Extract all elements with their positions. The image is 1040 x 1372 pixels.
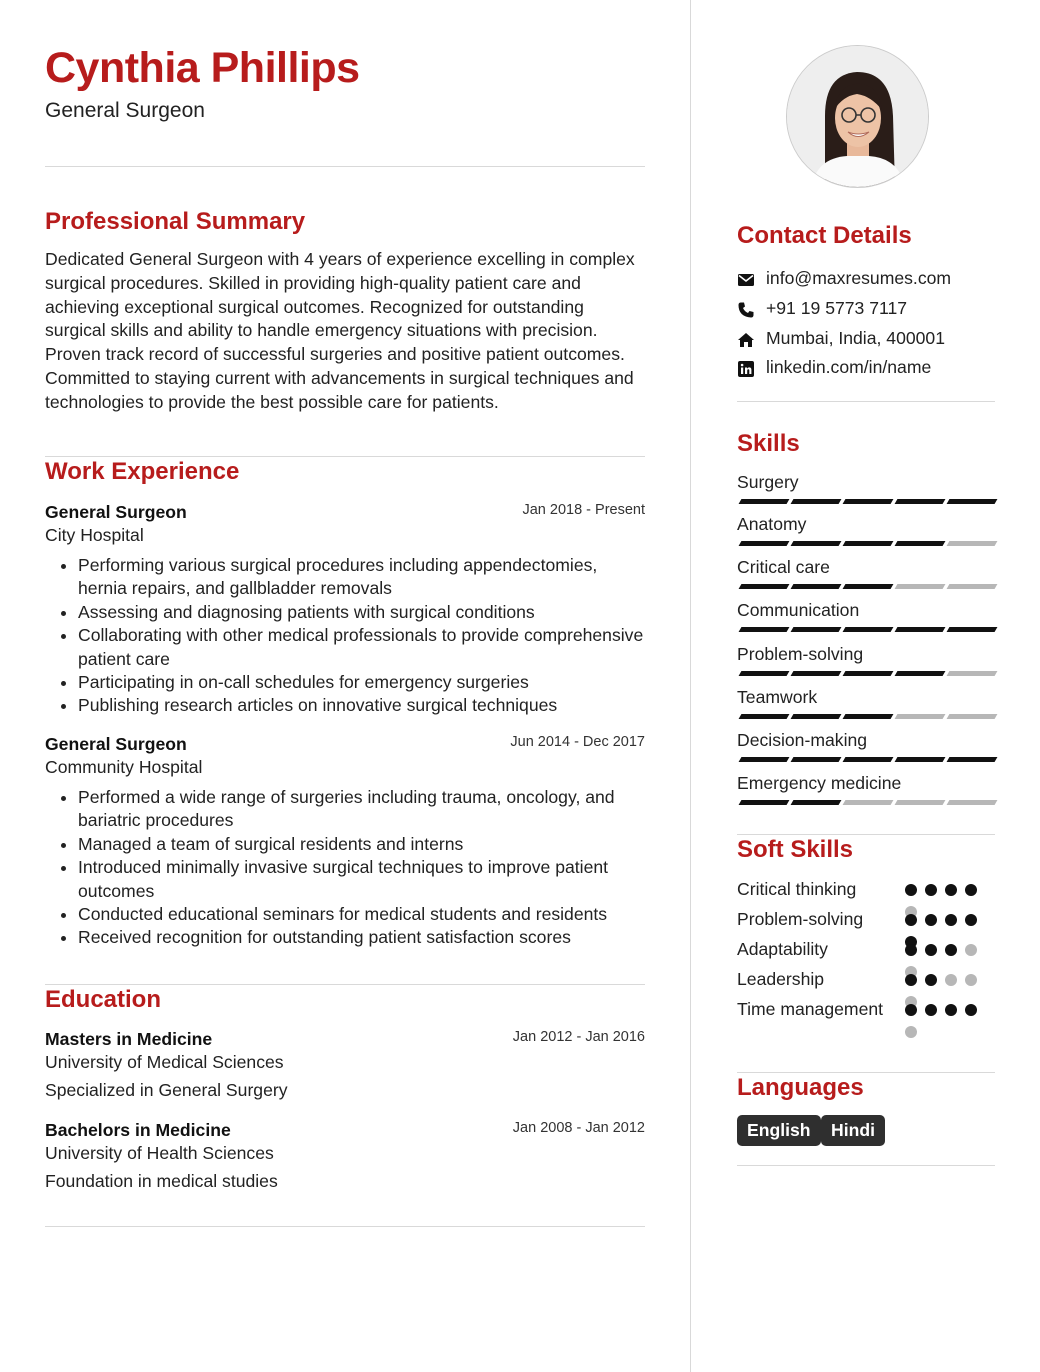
job-bullets	[45, 786, 645, 950]
skill-row	[737, 472, 995, 493]
skill-segment-filled	[739, 757, 790, 762]
skill-segment-empty	[947, 541, 998, 546]
skill-segment-filled	[739, 627, 790, 632]
skill-segment-filled	[843, 671, 894, 676]
divider	[737, 834, 995, 835]
job-bullet: • Collaborating with other medical professionals to provide comprehensive patient care	[78, 624, 645, 671]
divider	[737, 1072, 995, 1073]
contact-linkedin[interactable]	[737, 357, 995, 381]
skill-segment-empty	[947, 800, 998, 805]
job-bullet: • Performing various surgical procedures including appendectomies, hernia repairs, and gallbladder removals	[78, 554, 645, 601]
skill-segment-empty	[947, 671, 998, 676]
skill-segment-filled	[791, 671, 842, 676]
rating-dot-filled	[905, 1004, 917, 1016]
school: University of Medical Sciences	[45, 1052, 284, 1072]
skill-segment-filled	[739, 499, 790, 504]
job-entry	[45, 734, 645, 950]
skill-name: Communication	[737, 600, 860, 620]
languages-heading: Languages	[737, 1074, 864, 1101]
job-bullet: • Conducted educational seminars for medical students and residents	[78, 903, 645, 926]
skill-segment-empty	[895, 714, 946, 719]
job-bullet: • Participating in on-call schedules for emergency surgeries	[78, 671, 645, 694]
divider	[737, 1165, 995, 1166]
skill-level-bar	[737, 584, 995, 589]
language-badge: English	[737, 1115, 821, 1146]
skill-segment-filled	[895, 541, 946, 546]
education-date: Jan 2012 - Jan 2016	[512, 1029, 645, 1045]
home-icon	[737, 331, 755, 349]
rating-dot-filled	[925, 974, 937, 986]
rating-dot-filled	[945, 1004, 957, 1016]
divider	[45, 166, 645, 167]
rating-dot-empty	[965, 944, 977, 956]
skill-segment-filled	[895, 757, 946, 762]
rating-dot-filled	[965, 1004, 977, 1016]
skill-level-bar	[737, 499, 995, 504]
school: University of Health Sciences	[45, 1143, 274, 1163]
degree: Bachelors in Medicine	[45, 1120, 231, 1140]
soft-skill-row	[737, 878, 995, 901]
soft-skill-name: Adaptability	[737, 939, 828, 959]
education-entry	[45, 1120, 645, 1192]
job-organization: Community Hospital	[45, 757, 203, 777]
contact-text: info@maxresumes.com	[766, 268, 952, 288]
skill-segment-filled	[791, 800, 842, 805]
skill-segment-filled	[843, 541, 894, 546]
soft-skill-row	[737, 938, 995, 961]
language-badge: Hindi	[821, 1115, 885, 1146]
skill-segment-filled	[791, 584, 842, 589]
job-bullet: • Assessing and diagnosing patients with surgical conditions	[78, 601, 645, 624]
skill-level-bar	[737, 714, 995, 719]
job-bullet: • Introduced minimally invasive surgical techniques to improve patient outcomes	[78, 856, 645, 903]
skill-level-bar	[737, 541, 995, 546]
skill-name: Anatomy	[737, 514, 807, 534]
experience-heading: Work Experience	[45, 458, 240, 485]
skill-segment-filled	[739, 671, 790, 676]
rating-dot-filled	[905, 944, 917, 956]
skill-name: Emergency medicine	[737, 773, 902, 793]
job-role: General Surgeon	[45, 502, 187, 522]
skill-segment-empty	[843, 800, 894, 805]
rating-dot-filled	[965, 914, 977, 926]
job-role: General Surgeon	[45, 734, 187, 754]
skill-segment-filled	[739, 584, 790, 589]
skill-row	[737, 644, 995, 665]
skill-segment-filled	[739, 800, 790, 805]
rating-dot-filled	[925, 944, 937, 956]
skill-segment-filled	[739, 714, 790, 719]
profile-photo	[786, 45, 929, 188]
skill-name: Decision-making	[737, 730, 868, 750]
skill-segment-empty	[895, 584, 946, 589]
rating-dot-filled	[905, 914, 917, 926]
rating-dot-filled	[905, 974, 917, 986]
soft-skill-row	[737, 908, 995, 931]
rating-dot-filled	[965, 884, 977, 896]
skill-name: Surgery	[737, 472, 799, 492]
soft-skill-row	[737, 998, 995, 1021]
job-date: Jun 2014 - Dec 2017	[510, 734, 645, 750]
rating-dot-empty	[905, 1026, 917, 1038]
skill-segment-filled	[791, 714, 842, 719]
soft-skill-row	[737, 968, 995, 991]
contact-address	[737, 328, 995, 352]
job-bullet: • Publishing research articles on innovative surgical techniques	[78, 694, 645, 717]
skill-row	[737, 557, 995, 578]
skill-segment-empty	[895, 800, 946, 805]
skill-name: Critical care	[737, 557, 830, 577]
rating-dot-filled	[945, 914, 957, 926]
job-bullet: • Received recognition for outstanding patient satisfaction scores	[78, 926, 645, 949]
skill-segment-filled	[843, 757, 894, 762]
envelope-icon	[737, 271, 755, 289]
soft-skill-name: Critical thinking	[737, 879, 857, 899]
rating-dot-filled	[925, 884, 937, 896]
rating-dot-filled	[945, 884, 957, 896]
contact-phone[interactable]	[737, 298, 995, 322]
soft-skill-name: Leadership	[737, 969, 825, 989]
job-bullets	[45, 554, 645, 718]
rating-dot-filled	[925, 914, 937, 926]
skill-segment-filled	[791, 627, 842, 632]
skill-segment-empty	[947, 584, 998, 589]
skill-segment-filled	[843, 714, 894, 719]
rating-dot-empty	[965, 974, 977, 986]
soft-skill-name: Problem-solving	[737, 909, 864, 929]
skill-level-bar	[737, 627, 995, 632]
education-note: Specialized in General Surgery	[45, 1080, 288, 1100]
skill-segment-filled	[895, 671, 946, 676]
skill-segment-filled	[843, 499, 894, 504]
candidate-title: General Surgeon	[45, 99, 205, 122]
skill-segment-filled	[895, 627, 946, 632]
contact-text: +91 19 5773 7117	[766, 298, 908, 318]
skill-level-bar	[737, 800, 995, 805]
contact-email[interactable]	[737, 268, 995, 292]
skill-row	[737, 687, 995, 708]
soft-skill-name: Time management	[737, 999, 884, 1019]
degree: Masters in Medicine	[45, 1029, 213, 1049]
skill-segment-filled	[947, 499, 998, 504]
rating-dot-filled	[945, 944, 957, 956]
skill-segment-filled	[843, 627, 894, 632]
skill-name: Teamwork	[737, 687, 818, 707]
skill-row	[737, 773, 995, 794]
skill-segment-filled	[843, 584, 894, 589]
skill-row	[737, 600, 995, 621]
skills-heading: Skills	[737, 430, 800, 457]
skill-segment-empty	[947, 714, 998, 719]
skill-segment-filled	[791, 499, 842, 504]
skill-row	[737, 730, 995, 751]
education-heading: Education	[45, 986, 162, 1013]
summary-text: Dedicated General Surgeon with 4 years of experience excelling in complex surgical procedures. Skilled in providing high-quality patient care and achieving exceptional surgical outcomes. Recognized for outstanding surgical skills and ability to handle emergency situations with precision. Proven track record of successful surgeries and positive patient outcomes. Committed to staying current with advancements in surgical techniques and technologies to provide the best possible care for patients.	[45, 249, 635, 412]
education-date: Jan 2008 - Jan 2012	[512, 1120, 645, 1136]
job-date: Jan 2018 - Present	[522, 502, 645, 518]
skill-segment-filled	[791, 757, 842, 762]
skill-segment-filled	[739, 541, 790, 546]
summary-heading: Professional Summary	[45, 208, 306, 235]
education-note: Foundation in medical studies	[45, 1171, 278, 1191]
soft-skills-heading: Soft Skills	[737, 836, 854, 863]
candidate-name: Cynthia Phillips	[45, 44, 360, 92]
job-bullet: • Managed a team of surgical residents and interns	[78, 833, 645, 856]
contact-heading: Contact Details	[737, 222, 912, 249]
divider	[45, 456, 645, 457]
rating-dot-empty	[945, 974, 957, 986]
divider	[45, 984, 645, 985]
divider	[45, 1226, 645, 1227]
skill-name: Problem-solving	[737, 644, 864, 664]
skill-segment-filled	[947, 627, 998, 632]
skill-segment-filled	[947, 757, 998, 762]
skill-row	[737, 514, 995, 535]
contact-text: linkedin.com/in/name	[766, 357, 932, 377]
divider	[737, 401, 995, 402]
job-entry	[45, 502, 645, 718]
phone-icon	[737, 301, 755, 319]
skill-level-bar	[737, 757, 995, 762]
rating-dot-filled	[905, 884, 917, 896]
rating-dot-filled	[925, 1004, 937, 1016]
contact-text: Mumbai, India, 400001	[766, 328, 945, 348]
linkedin-icon	[737, 360, 755, 378]
skill-segment-filled	[895, 499, 946, 504]
job-organization: City Hospital	[45, 525, 144, 545]
column-divider	[690, 0, 691, 1372]
skill-segment-filled	[791, 541, 842, 546]
education-entry	[45, 1029, 645, 1101]
skill-level-bar	[737, 671, 995, 676]
job-bullet: • Performed a wide range of surgeries including trauma, oncology, and bariatric procedures	[78, 786, 645, 833]
